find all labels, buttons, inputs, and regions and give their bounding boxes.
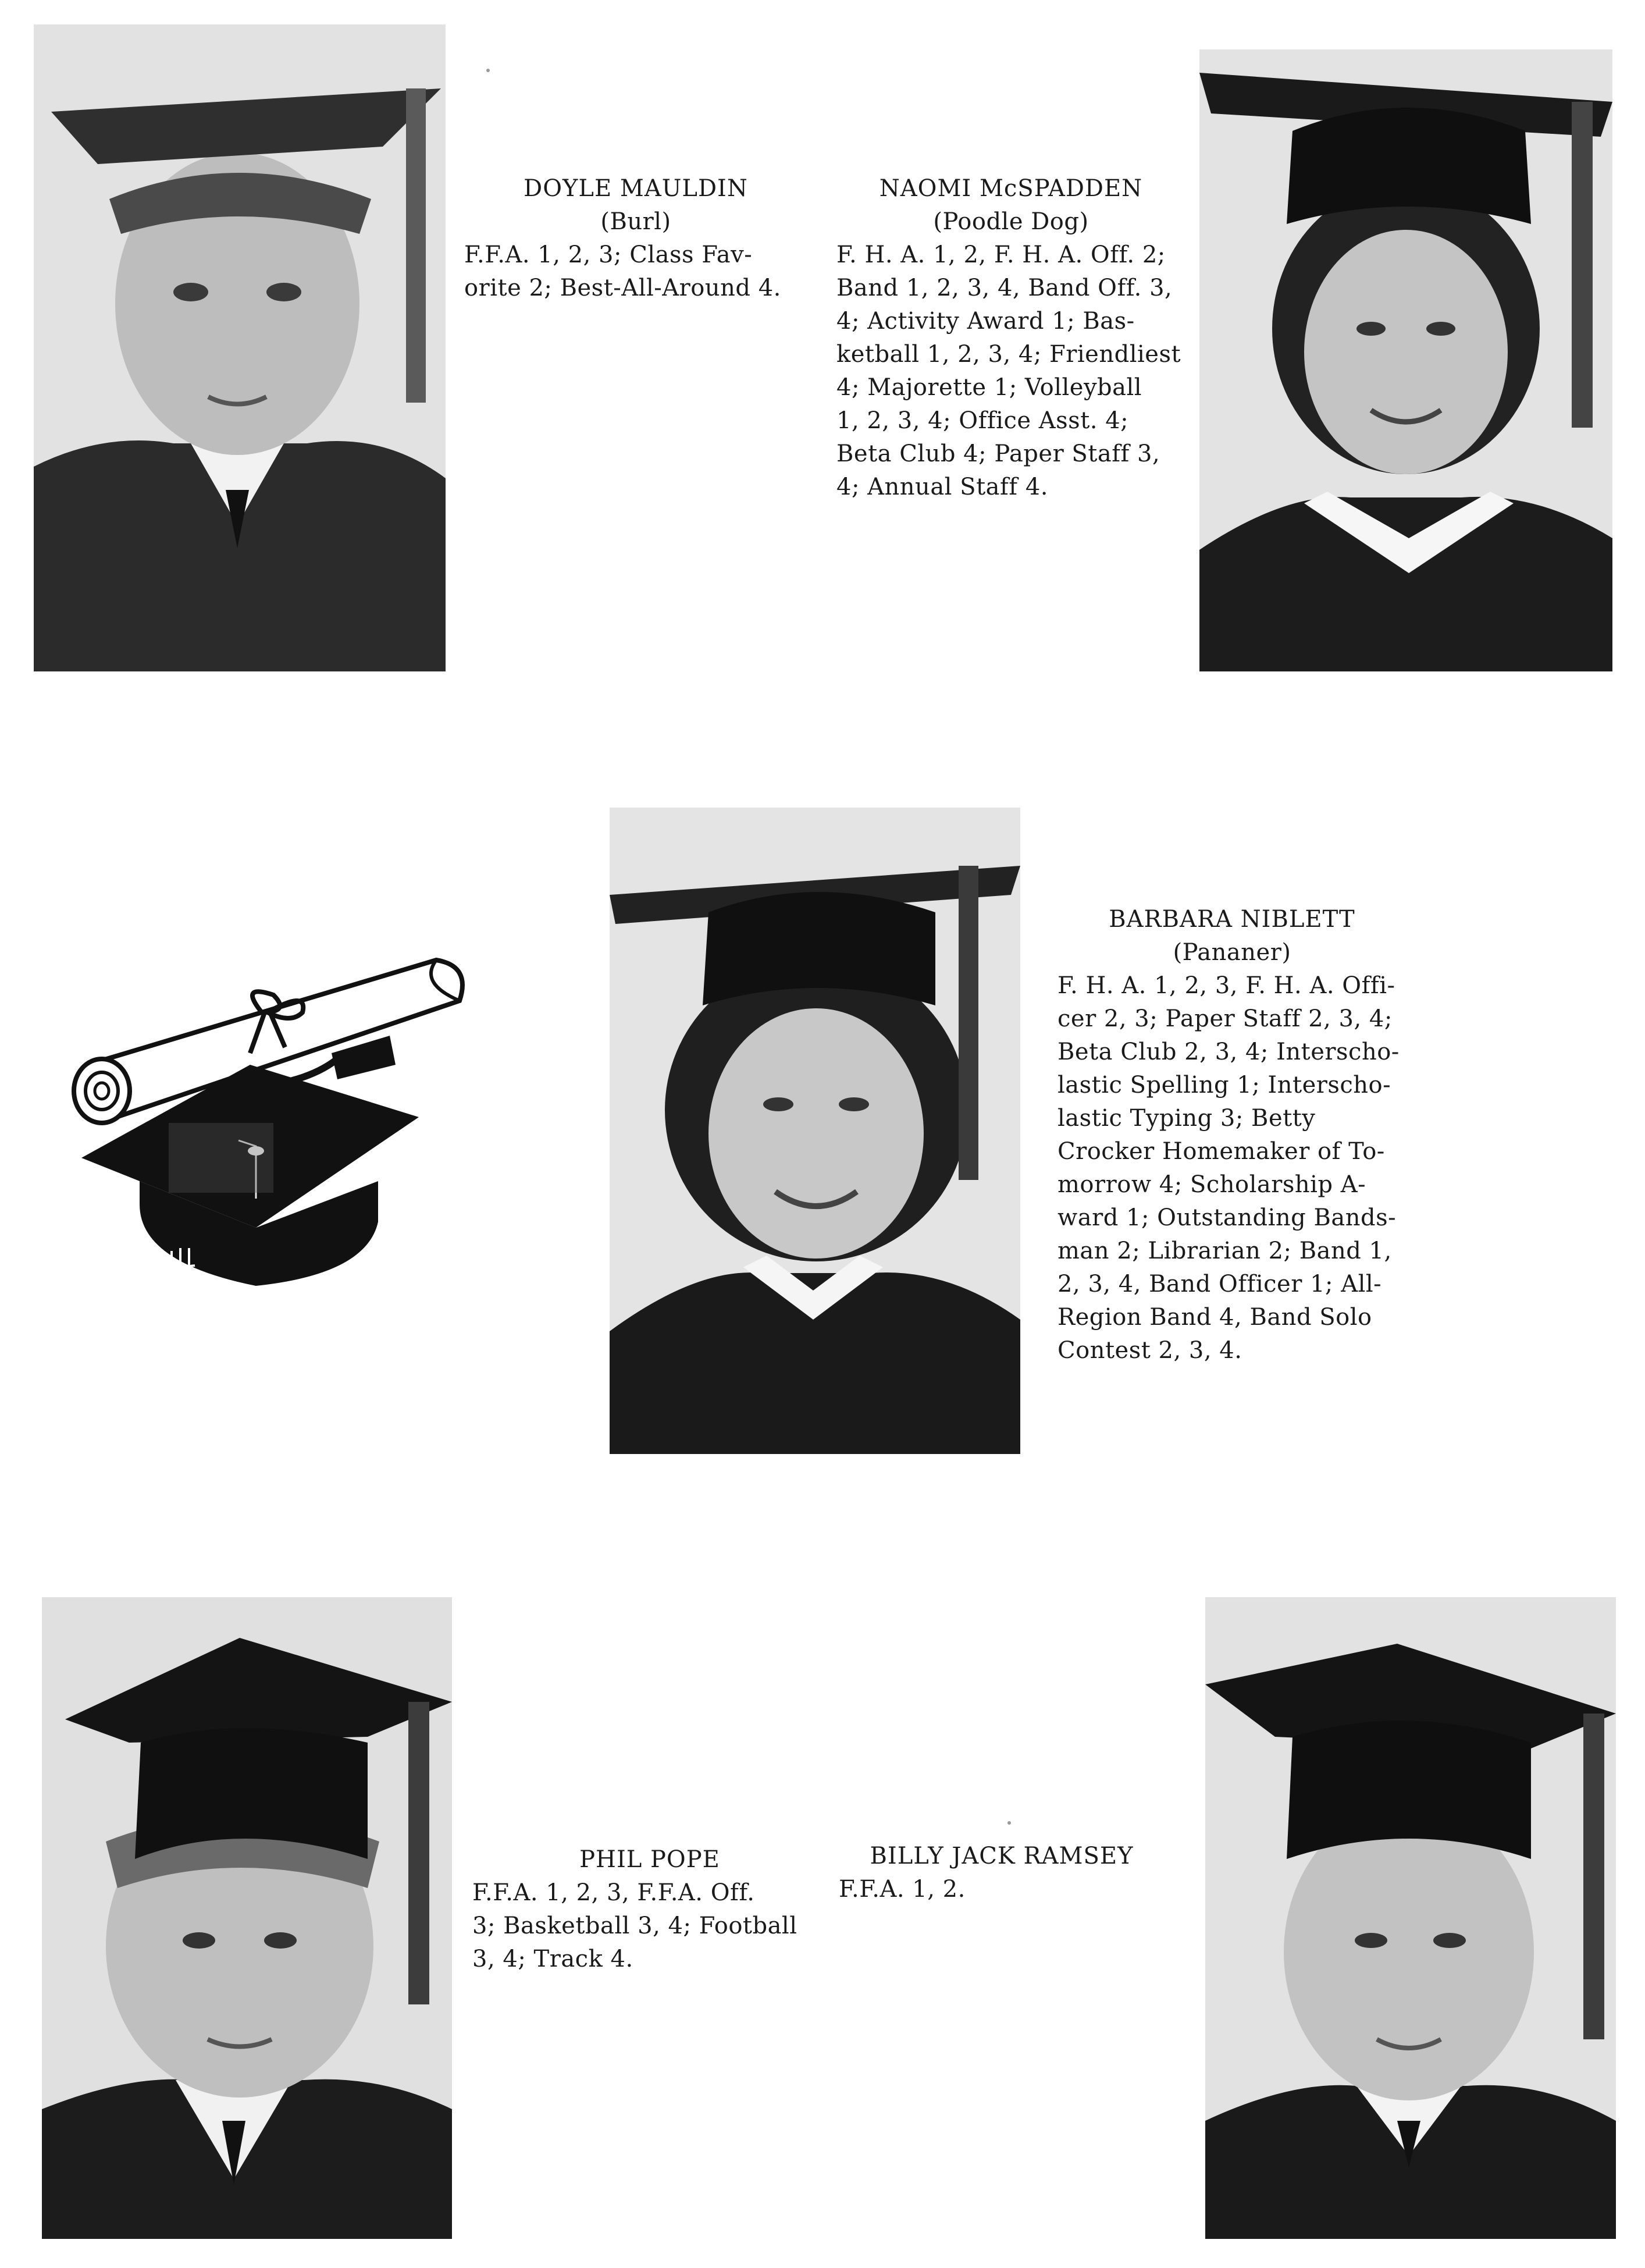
student-name: PHIL POPE — [579, 1846, 720, 1873]
portrait-naomi-image — [1199, 49, 1612, 671]
portrait-barbara-image — [610, 808, 1020, 1454]
student-name: NAOMI McSPADDEN — [879, 175, 1143, 202]
portrait-doyle-mauldin — [34, 24, 446, 671]
portrait-doyle-image — [34, 24, 446, 671]
bio-doyle-mauldin — [464, 172, 807, 305]
student-activities: F. H. A. 1, 2, F. H. A. Off. 2; Band 1, 2, 3, 4, Band Off. 3, 4; Activity Award 1; Bas- ketball 1, 2, 3, 4; Friendliest 4; Majorette 1; Volleyball 1, 2, 3, 4; Office Asst. 4; Beta Club 4; Paper Staff 3, 4; Annual Staff 4. — [836, 241, 1181, 500]
bio-billy-jack-ramsey — [839, 1840, 1165, 1906]
portrait-phil-pope — [42, 1597, 452, 2239]
student-activities: F.F.A. 1, 2, 3, F.F.A. Off. 3; Basketball 3, 4; Football 3, 4; Track 4. — [472, 1879, 797, 1972]
print-speck — [486, 69, 490, 72]
bio-phil-pope — [472, 1843, 827, 1976]
student-name: BILLY JACK RAMSEY — [870, 1843, 1134, 1869]
student-activities: F. H. A. 1, 2, 3, F. H. A. Offi- cer 2, 3; Paper Staff 2, 3, 4; Beta Club 2, 3, 4; Interscho- lastic Spelling 1; Interscho- lastic Typing 3; Betty Crocker Homemaker of To- morrow 4; Scholarship A- ward 1; Outstanding Bands- man 2; Librarian 2; Band 1, 2, 3, 4, Band Officer 1; All- Region Band 4, Band Solo Contest 2, 3, 4. — [1058, 972, 1400, 1364]
portrait-billy-jack-ramsey — [1205, 1597, 1616, 2239]
student-nickname: (Poodle Dog) — [933, 208, 1089, 235]
portrait-barbara-niblett — [610, 808, 1020, 1454]
portrait-billy-image — [1205, 1597, 1616, 2239]
student-name: BARBARA NIBLETT — [1109, 906, 1355, 933]
student-activities: F.F.A. 1, 2, 3; Class Fav- orite 2; Best-All-Around 4. — [464, 241, 781, 301]
diploma-cap-illustration — [64, 948, 465, 1309]
student-activities: F.F.A. 1, 2. — [839, 1876, 966, 1903]
print-speck — [1007, 1821, 1011, 1825]
student-nickname: (Pananer) — [1173, 939, 1291, 966]
diploma-cap-icon — [64, 948, 465, 1309]
portrait-naomi-mcspadden — [1199, 49, 1612, 671]
student-nickname: (Burl) — [600, 208, 671, 235]
bio-naomi-mcspadden — [836, 172, 1185, 504]
bio-barbara-niblett — [1058, 903, 1407, 1367]
student-name: DOYLE MAULDIN — [524, 175, 748, 202]
portrait-phil-image — [42, 1597, 452, 2239]
